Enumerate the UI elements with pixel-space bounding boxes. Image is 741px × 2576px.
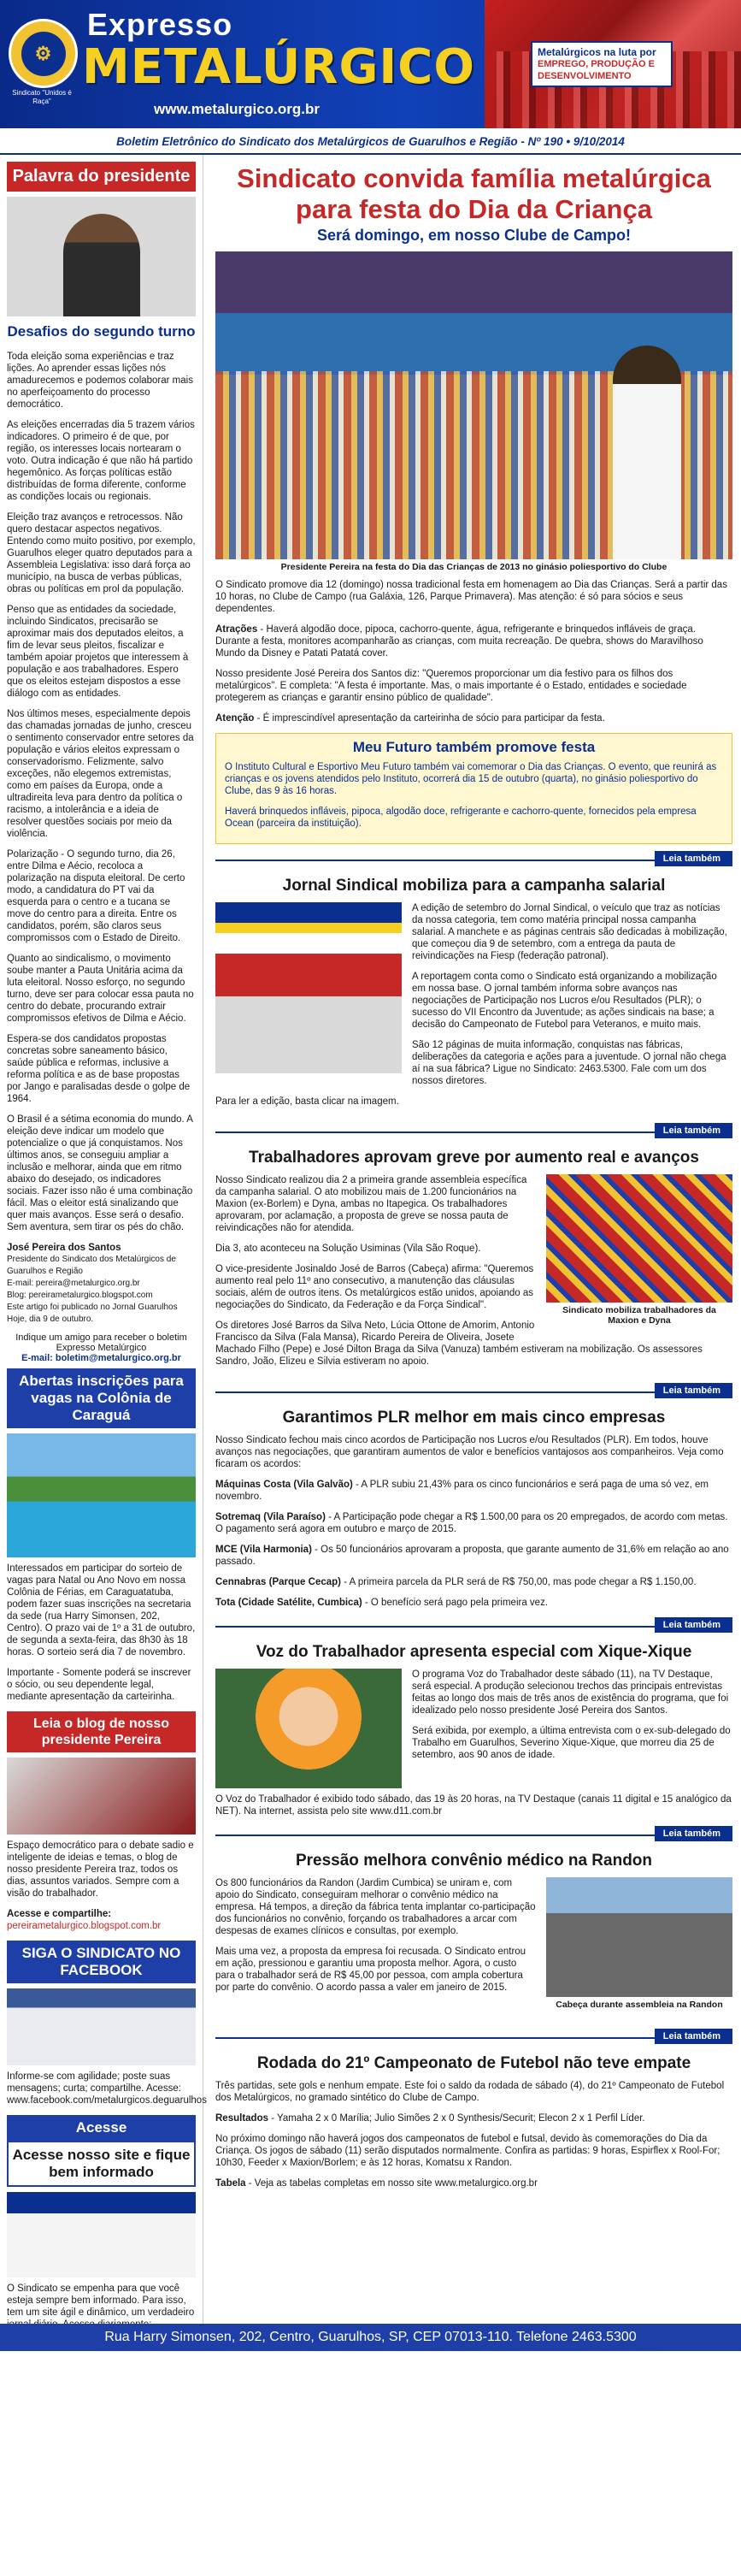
- xique-xique-photo: [215, 1669, 402, 1788]
- paragraph: A edição de setembro do Jornal Sindical, o veículo que traz as notícias da nossa categoria, tem como matéria principal nossa campanha salarial. A manchete e as páginas centrais são dedicadas à mobilização, que começou dia 9 de setembro, com a entrega da pauta de reivindicações na Fiesp (federação patronal).: [412, 903, 727, 961]
- main-headline: Sindicato convida família metalúrgica para festa do Dia da Criança: [237, 163, 711, 224]
- paragraph: Espera-se dos candidatos propostas concretas sobre saneamento básico, saúde pública e reformas, inclusive a reforma política e as de base propostas por Jango e paralisadas desde o golpe de 1964.: [7, 1034, 191, 1104]
- paragraph: [215, 623, 732, 659]
- paragraph: Os 800 funcionários da Randon (Jardim Cumbica) se uniram e, com apoio do Sindicato, conseguiram melhorar o convênio médico na empresa. Há tempos, a direção da fábrica tenta implantar co-participação dos funcionários no convênio, forçando os trabalhadores a arcar com despesas de exames clínicos e consultas, por exemplo.: [215, 1878, 536, 1936]
- paragraph: Polarização - O segundo turno, dia 26, entre Dilma e Aécio, recoloca a polarização na disputa eleitoral. De certo modo, a candidatura do PT vai da esquerda para o centro e a tucana se move do centro para a direita. Entre os candidatos, porém, são claros seus compromissos com o Estado de Direito.: [7, 849, 185, 943]
- leia-tambem-divider: [215, 1826, 732, 1845]
- caragua-text: Interessados em participar do sorteio de vagas para Natal ou Ano Novo em nossa Colônia de Férias, em Caraguatatuba, podem fazer suas inscrições na secretaria da sede (rua Harry Simonsen, 202, Centro). O prazo vai de 1º a 31 de outubro, de segunda a sexta-feira, das 8h30 às 18 horas. O sorteio será dia 7 de novembro.: [7, 1563, 196, 1657]
- paragraph: Os diretores José Barros da Silva Neto, Lúcia Ottone de Amorim, Antonio Francisco da Silva (Fala Mansa), Ricardo Pereira de Oliveira, Josete Machado Filho (Pepe) e José Dilton Braga da Silva (Vanuza) também estiveram na mobilização. Os assessores Sandro, João, Elizeu e Silvia estiveram no apoio.: [215, 1320, 703, 1367]
- paragraph: Nosso Sindicato realizou dia 2 a primeira grande assembleia específica da campanha salarial. O ato mobilizou mais de 1.200 funcionários na Maxion (ex-Borlem) e Dyna, ambas no Itapegica. Os trabalhadores aprovaram, por aclamação, a proposta de greve se nossa pauta de reivindicações não for atendida.: [215, 1175, 527, 1233]
- festival-photo: [215, 251, 732, 559]
- section-title: Rodada do 21º Campeonato de Futebol não teve empate: [256, 2054, 691, 2072]
- facebook-text: Informe-se com agilidade; poste suas mensagens; curta; compartilhe. Acesse: www.facebook.com/metalurgicos.deguarulhos: [7, 2071, 207, 2106]
- leia-tambem-divider: [215, 1383, 732, 1402]
- blog-text: Espaço democrático para o debate sadio e inteligente de ideias e temas, o blog de nosso presidente Pereira traz, todos os dias, assuntos variados. Sempre com a visão do trabalhador.: [7, 1840, 194, 1899]
- caragua-note: Importante - Somente poderá se inscrever o sócio, ou seu dependente legal, mediante apresentação da carteirinha.: [7, 1668, 191, 1702]
- paragraph: Penso que as entidades da sociedade, incluindo Sindicatos, precisarão se aproximar mais dos deputados eleitos, a fim de levar seus pleitos, fiscalizar e também apoiar projetos que interessem à população e aos trabalhadores. Espero que os eleitos estejam dispostos a esse diálogo com as entidades.: [7, 605, 189, 699]
- signature-blog[interactable]: Blog: pereirametalurgico.blogspot.com: [7, 1291, 153, 1300]
- box-title: Meu Futuro também promove festa: [352, 739, 596, 755]
- facebook-screenshot[interactable]: [7, 1988, 196, 2065]
- site-screenshot[interactable]: [7, 2192, 196, 2278]
- colony-pool-photo: [7, 1433, 196, 1557]
- label: Resultados: [215, 2113, 268, 2124]
- paragraph: A reportagem conta como o Sindicato está organizando a mobilização em nossa base. O jornal também informa sobre avanços nas negociações de Participação nos Lucros e/ou Resultados (PLR); o sucesso do VII Encontro da Juventude; as ações sindicais na base; a decisão do Campeonato de Futebol para Veteranos, e muito mais.: [412, 972, 717, 1030]
- indique-box: [7, 1332, 196, 1363]
- leia-tambem-tag: Leia também: [655, 1617, 732, 1633]
- paragraph: [215, 2112, 732, 2124]
- section-title: Garantimos PLR melhor em mais cinco empresas: [282, 1409, 666, 1427]
- leia-tambem-divider: [215, 1123, 732, 1142]
- label: Tabela: [215, 2178, 246, 2189]
- randon-photo: [546, 1877, 732, 1997]
- photo-caption: Presidente Pereira na festa do Dia das Crianças de 2013 no ginásio poliesportivo do Clube: [280, 562, 667, 572]
- strike-figure: [546, 1174, 732, 1332]
- signature-email[interactable]: E-mail: pereira@metalurgico.org.br: [7, 1279, 140, 1288]
- paragraph: Nos últimos meses, especialmente depois das chamadas jornadas de junho, cresceu o sentimento conservador entre setores da população e vários eleitos expressam o conservadorismo. Felizmente, salvo exceções, não elegemos extremistas, como em países da Europa, onde a ultradireita leva para dentro da política o racismo, a intolerância e a ideia de resolver questões sociais por meio da violência.: [7, 709, 194, 839]
- box-paragraph: O Instituto Cultural e Esportivo Meu Futuro também vai comemorar o Dia das Crianças. O evento, que reunirá as crianças e os jovens atendidos pelo Instituto, ocorrerá dia 15 de outubro (quarta), no ginásio poliesportivo do Clube, das 9 às 16 horas.: [225, 762, 717, 796]
- paragraph: Toda eleição soma experiências e traz lições. Ao aprender essas lições nós amadurecemos e podemos colaborar mais no aperfeiçoamento do processo democrático.: [7, 352, 193, 410]
- meu-futuro-box: [215, 733, 732, 844]
- paragraph: [215, 2177, 732, 2189]
- paragraph: O vice-presidente Josinaldo José de Barros (Cabeça) afirma: "Queremos aumento real pelo 11º ano consecutivo, a manutenção das cláusulas sociais, além de outros itens. Os metalúrgicos estão unidos, apoiando as negociações do Sindicato, da Federação e da Força Sindical".: [215, 1264, 534, 1310]
- strike-photo: [546, 1174, 732, 1303]
- paragraph: Para ler a edição, basta clicar na imagem.: [215, 1096, 399, 1107]
- article-title: Desafios do segundo turno: [7, 323, 196, 340]
- logo-caption: Sindicato "Unidos é Raça": [12, 89, 72, 105]
- company-text: - Os 50 funcionários aprovaram a proposta, que garante aumento de 31,6% em relação ao ano passado.: [215, 1545, 729, 1567]
- indique-email[interactable]: E-mail: boletim@metalurgico.org.br: [21, 1353, 181, 1363]
- company-text: - A PLR subiu 21,43% para os cinco funcionários e será paga de uma só vez, em novembro.: [215, 1480, 709, 1502]
- site-title: Acesse: [7, 2115, 196, 2141]
- footer-address: Rua Harry Simonsen, 202, Centro, Guarulhos, SP, CEP 07013-110. Telefone 2463.5300: [0, 2324, 741, 2351]
- photo-caption: Sindicato mobiliza trabalhadores da Maxion e Dyna: [562, 1305, 716, 1326]
- randon-figure: [546, 1877, 732, 2017]
- text: - É imprescindível apresentação da carteirinha de sócio para participar da festa.: [254, 713, 605, 724]
- site-subtitle: Acesse nosso site e fique bem informado: [7, 2141, 196, 2187]
- label: Atrações: [215, 624, 258, 635]
- leia-tambem-tag: Leia também: [655, 2029, 732, 2044]
- section-title: Pressão melhora convênio médico na Randon: [295, 1852, 653, 1870]
- paragraph: As eleições encerradas dia 5 trazem vários indicadores. O primeiro é de que, por região, os interesses locais nortearam o voto. Outra indicação é que não há partido hegemônico. As forças políticas estão distribuídas de forma diferente, conforme as condições locais ou regionais.: [7, 420, 195, 502]
- header-banner: [0, 0, 741, 128]
- facebook-title: SIGA O SINDICATO NO FACEBOOK: [7, 1941, 196, 1983]
- paragraph: O Sindicato promove dia 12 (domingo) nossa tradicional festa em homenagem ao Dia das Crianças. Será a partir das 10 horas, no Clube de Campo (rua Galáxia, 126, Parque Primavera). Mas atenção: é só para sócios e seus dependentes.: [215, 580, 727, 614]
- caragua-title: Abertas inscrições para vagas na Colônia de Caraguá: [7, 1368, 196, 1428]
- left-column: [0, 155, 207, 2351]
- plr-item: [215, 1544, 732, 1568]
- paragraph: Nosso presidente José Pereira dos Santos diz: "Queremos proporcionar um dia festivo para os filhos dos metalúrgicos". E completa: "A festa é importante. Mas, o mais importante é o Estado, entidades e sociedade protegerem as crianças e garantir ensino público de qualidade".: [215, 669, 687, 703]
- president-photo: [7, 197, 196, 316]
- site-text: O Sindicato se empenha para que você esteja sempre bem informado. Para isso, tem um site ágil e dinâmico, um verdadeiro: [7, 2284, 195, 2318]
- leia-tambem-tag: Leia também: [655, 1383, 732, 1398]
- company-text: - O benefício será pago pela primeira vez.: [362, 1598, 549, 1608]
- section-title: Voz do Trabalhador apresenta especial com Xique-Xique: [256, 1643, 692, 1661]
- plr-item: [215, 1511, 732, 1535]
- signature-line: Presidente do Sindicato dos Metalúrgicos de Guarulhos e Região: [7, 1255, 176, 1276]
- company-label: Sotremaq (Vila Paraíso): [215, 1512, 326, 1522]
- blog-link-label: Acesse e compartilhe:: [7, 1909, 112, 1919]
- union-logo: ⚙: [9, 19, 78, 88]
- plr-item: [215, 1576, 732, 1588]
- leia-tambem-tag: Leia também: [655, 1826, 732, 1841]
- company-label: Tota (Cidade Satélite, Cumbica): [215, 1598, 362, 1608]
- paragraph: O programa Voz do Trabalhador deste sábado (11), na TV Destaque, será especial. A produção selecionou trechos das principais entrevistas feitas ao longo dos mais de três anos de existência do programa, que foi idealizado pelo nosso presidente José Pereira dos Santos.: [412, 1669, 729, 1716]
- plr-item: [215, 1597, 732, 1609]
- blog-title: Leia o blog de nosso presidente Pereira: [7, 1711, 196, 1752]
- signature-name: José Pereira dos Santos: [7, 1243, 121, 1253]
- badge-title: Metalúrgicos na luta por: [538, 46, 656, 58]
- paragraph: Será exibida, por exemplo, a última entrevista com o ex-sub-delegado do Trabalho em Guarulhos, Severino Xique-Xique, que morreu dia 25 de setembro, aos 90 anos de idade.: [412, 1726, 731, 1760]
- jornal-sindical-cover[interactable]: [215, 902, 402, 1073]
- blog-screenshot[interactable]: [7, 1758, 196, 1835]
- company-text: - A Participação pode chegar a R$ 1.500,00 para os 20 empregados, de acordo com metas. O pagamento será agora em outubro e março de 2015.: [215, 1512, 728, 1534]
- leia-tambem-divider: [215, 851, 732, 870]
- leia-tambem-tag: Leia também: [655, 851, 732, 866]
- text: - Veja as tabelas completas em nosso site www.metalurgico.org.br: [245, 2178, 538, 2189]
- paragraph: [215, 712, 732, 724]
- paragraph: Nosso Sindicato fechou mais cinco acordos de Participação nos Lucros e/ou Resultados (PLR). Em todos, houve avanços nas negociações, que garantiram aumentos de valor e benefícios vantajosos aos companheiros. Veja como ficaram os acordos:: [215, 1435, 724, 1469]
- paragraph: Dia 3, ato aconteceu na Solução Usiminas (Vila São Roque).: [215, 1244, 481, 1254]
- blog-link[interactable]: pereirametalurgico.blogspot.com.br: [7, 1921, 162, 1931]
- section-title: Trabalhadores aprovam greve por aumento real e avanços: [249, 1149, 699, 1167]
- main-subheadline: Será domingo, em nosso Clube de Campo!: [316, 227, 632, 244]
- bulletin-subhead: Boletim Eletrônico do Sindicato dos Metalúrgicos de Guarulhos e Região - Nº 190 • 9/10/2014: [0, 128, 741, 155]
- company-label: Cennabras (Parque Cecap): [215, 1577, 341, 1587]
- photo-caption: Cabeça durante assembleia na Randon: [556, 2000, 723, 2010]
- signature-note: Este artigo foi publicado no Jornal Guarulhos Hoje, dia 9 de outubro.: [7, 1303, 178, 1324]
- badge-subtitle: EMPREGO, PRODUÇÃO E DESENVOLVIMENTO: [538, 59, 655, 81]
- title-expresso: Expresso: [87, 7, 233, 42]
- company-label: MCE (Vila Harmonia): [215, 1545, 312, 1555]
- plr-item: [215, 1479, 732, 1503]
- leia-tambem-divider: [215, 2029, 732, 2047]
- paragraph: O Brasil é a sétima economia do mundo. A eleição deve indicar um modelo que potencialize o que já conquistamos. Nos últimos anos, se conseguiu ampliar a inclusão e melhorar, ainda que em ritmo abaixo do desejado, os indicadores sociais. Fazer isso não é uma combinação fácil. Mas o eleitor está sinalizando que quer mais avanços. Esse será o desafio. Sem aventura, sem tirar os pés do chão.: [7, 1114, 193, 1232]
- right-column: [203, 155, 741, 2351]
- box-paragraph: Haverá brinquedos infláveis, pipoca, algodão doce, refrigerante e cachorro-quente, fornecidos pela empresa Ocean (parceira da instituição).: [225, 806, 697, 829]
- paragraph: Eleição traz avanços e retrocessos. Não quero destacar aspectos negativos. Entendo como muito positivo, por exemplo, Guarulhos eleger quatro deputados para a Assembleia Legislativa: isso dará força ao município, na busca de verbas públicas, obras ou políticas em prol da população.: [7, 512, 196, 594]
- leia-tambem-tag: Leia também: [655, 1123, 732, 1138]
- company-label: Máquinas Costa (Vila Galvão): [215, 1480, 353, 1490]
- campaign-badge: [531, 41, 673, 87]
- company-text: - A primeira parcela da PLR será de R$ 750,00, mas pode chegar a R$ 1.150,00.: [341, 1577, 697, 1587]
- blog-link-block: [7, 1908, 196, 1932]
- text: - Haverá algodão doce, pipoca, cachorro-quente, água, refrigerante e brinquedos infláveis de graça. Durante a festa, monitores acompanharão as crianças, com muita recreação. De quebra, shows do Maravilhoso Mundo da Disney e Patati Patatá cover.: [215, 624, 703, 659]
- signature: [7, 1242, 196, 1326]
- paragraph: O Voz do Trabalhador é exibido todo sábado, das 19 às 20 horas, na TV Destaque (canais 11 digital e 15 analógico da NET). Na internet, assista pelo site www.d11.com.br: [215, 1794, 732, 1817]
- paragraph: Mais uma vez, a proposta da empresa foi recusada. O Sindicato entrou em ação, pressionou e garantiu uma proposta melhor. Agora, o custo para o trabalhador será de R$ 45,00 por pessoa, com ampla cobertura por parte do convênio. O acordo passa a valer em janeiro de 2015.: [215, 1947, 526, 1993]
- paragraph: São 12 páginas de muita informação, conquistas nas fábricas, deliberações da categoria e ações para a juventude. O jornal não chega aí na sua fábrica? Ligue no Sindicato: 2463.5300. Fale com um dos nossos diretores.: [412, 1040, 726, 1086]
- leia-tambem-divider: [215, 1617, 732, 1636]
- paragraph: No próximo domingo não haverá jogos dos campeonatos de futebol e futsal, devido às comemorações do Dia da Criança. Os jogos de sábado (11) serão disputados normalmente. Confira as partidas: 9 horas, Espirflex x Rool-For; 10h30, Feeder x Maxion/Borlem; e às 12 horas, Komatsu x Randon.: [215, 2134, 720, 2168]
- site-url[interactable]: www.metalurgico.org.br: [154, 101, 320, 117]
- paragraph: Quanto ao sindicalismo, o movimento soube manter a Pauta Unitária acima da luta eleitoral. Nosso esforço, no segundo turno, deve ser para colocar essa pauta no centro do debate, procurando extrair compromissos efetivos de Dilma e Aécio.: [7, 954, 194, 1024]
- section-title: Jornal Sindical mobiliza para a campanha salarial: [282, 877, 666, 895]
- label: Atenção: [215, 713, 255, 724]
- text: - Yamaha 2 x 0 Marília; Julio Simões 2 x 0 Synthesis/Securit; Elecon 2 x 1 Perfil Líder.: [268, 2113, 645, 2124]
- title-metalurgico: METALÚRGICO: [82, 39, 475, 95]
- indique-text: Indique um amigo para receber o boletim Expresso Metalúrgico: [15, 1332, 187, 1353]
- paragraph: Três partidas, sete gols e nenhum empate. Este foi o saldo da rodada de sábado (4), do 21º Campeonato de Futebol dos Metalúrgicos, no gramado sintético do Clube de Campo.: [215, 2081, 725, 2103]
- section-title-president: Palavra do presidente: [7, 162, 196, 192]
